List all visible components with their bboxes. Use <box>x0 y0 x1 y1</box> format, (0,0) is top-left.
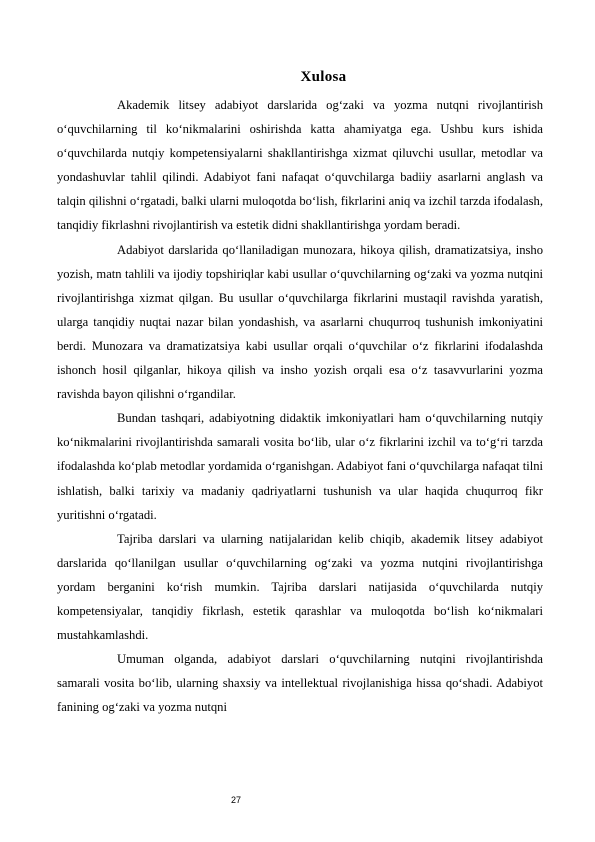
paragraph-1: Akademik litsey adabiyot darslarida og‘zaki va yozma nutqni rivojlantirish o‘quvchilarning til ko‘nikmalarini oshirishda katta ahamiyatga ega. Ushbu kurs ishida o‘quvchilarda nutqiy kompetensiyalarni shakllantirishga xizmat qiluvchi usullar, metodlar va yondashuvlar tahlil qilindi. Adabiyot fani nafaqat o‘quvchilarga badiiy asarlarni anglash va talqin qilishni o‘rgatadi, balki ularni muloqotda bo‘lish, fikrlarini aniq va izchil tarzda ifodalash, tanqidiy fikrlashni rivojlantirish va estetik didni shakllantirishga yordam beradi. <box>57 98 543 233</box>
page-title: Xulosa <box>300 69 347 85</box>
document-body <box>57 93 543 719</box>
paragraph-5: Umuman olganda, adabiyot darslari o‘quvchilarning nutqini rivojlantirishda samarali vosita bo‘lib, ularning shaxsiy va intellektual rivojlanishiga hissa qo‘shadi. Adabiyot fanining og‘zaki va yozma nutqni <box>57 652 543 715</box>
paragraph-3: Bundan tashqari, adabiyotning didaktik imkoniyatlari ham o‘quvchilarning nutqiy ko‘nikmalarini rivojlantirishda samarali vosita bo‘lib, ular o‘z fikrlarini izchil va to‘g‘ri tarzda ifodalashda ko‘plab metodlar yordamida o‘rganishgan. Adabiyot fani o‘quvchilarga nafaqat tilni ishlatish, balki tarixiy va madaniy qadriyatlarni tushunish va ular haqida chuqurroq fikr yuritishni o‘rgatadi. <box>57 411 543 522</box>
page-number: 27 <box>231 795 242 805</box>
paragraph-4: Tajriba darslari va ularning natijalaridan kelib chiqib, akademik litsey adabiyot darslarida qo‘llanilgan usullar o‘quvchilarning og‘zaki va yozma nutqini rivojlantirishga yordam berganini ko‘rish mumkin. Tajriba darslari natijasida o‘quvchilarda nutqiy kompetensiyalar, tanqidiy fikrlash, estetik qarashlar va muloqotda bo‘lish ko‘nikmalari mustahkamlashdi. <box>57 531 543 643</box>
paragraph-2: Adabiyot darslarida qo‘llaniladigan munozara, hikoya qilish, dramatizatsiya, insho yozish, matn tahlili va ijodiy topshiriqlar kabi usullar o‘quvchilarning og‘zaki va yozma nutqini rivojlantirishga xizmat qilgan. Bu usullar o‘quvchilarga fikrlarini mustaqil ravishda yaratish, ularga tanqidiy nuqtai nazar bilan yondashish, va asarlarni chuqurroq tushunish imkoniyatini berdi. Munozara va dramatizatsiya kabi usullar orqali o‘quvchilar o‘z fikrlarini ifodalashda ishonch hosil qilganlar, hikoya qilish va insho yozish orqali esa o‘z tasavvurlarini yozma ravishda bayon qilishni o‘rgandilar. <box>57 242 543 402</box>
